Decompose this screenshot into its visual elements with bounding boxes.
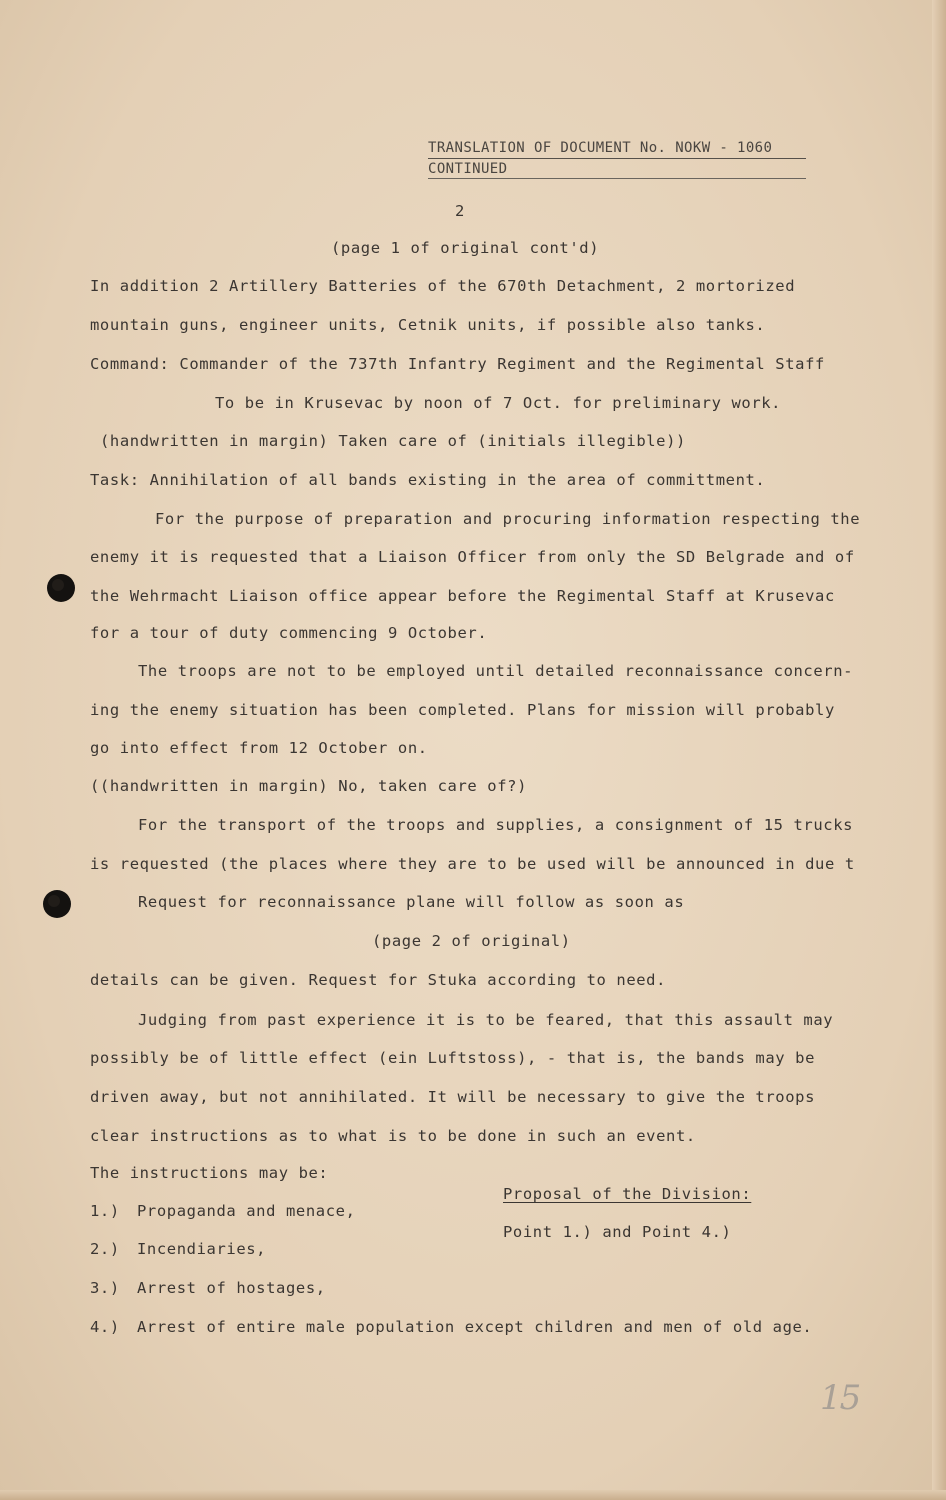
body-line: details can be given. Request for Stuka according to need. xyxy=(90,971,667,989)
header-continued: CONTINUED xyxy=(428,161,508,177)
body-line: clear instructions as to what is to be done in such an event. xyxy=(90,1127,696,1145)
proposal-text: Point 1.) and Point 4.) xyxy=(503,1223,732,1241)
page-number: 2 xyxy=(455,202,465,220)
body-line: For the transport of the troops and supplies, a consignment of 15 trucks xyxy=(138,816,854,834)
body-line: Judging from past experience it is to be feared, that this assault may xyxy=(138,1011,834,1029)
body-line: enemy it is requested that a Liaison Officer from only the SD Belgrade and of xyxy=(90,548,855,566)
list-item-number: 2.) xyxy=(90,1240,120,1258)
body-line: In addition 2 Artillery Batteries of the 670th Detachment, 2 mortorized xyxy=(90,277,796,295)
proposal-title: Proposal of the Division: xyxy=(503,1185,752,1203)
list-item-number: 1.) xyxy=(90,1202,120,1220)
subheading-page1: (page 1 of original cont'd) xyxy=(331,239,600,257)
page-edge-right xyxy=(932,0,946,1500)
punch-hole-lower xyxy=(43,890,71,918)
page-edge-bottom xyxy=(0,1490,946,1500)
header-rule xyxy=(428,178,806,179)
body-line: Task: Annihilation of all bands existing in the area of committment. xyxy=(90,471,766,489)
list-item-text: Incendiaries, xyxy=(137,1240,267,1258)
handwritten-note: ((handwritten in margin) No, taken care of?) xyxy=(90,777,527,795)
body-line: for a tour of duty commencing 9 October. xyxy=(90,624,488,642)
handwritten-note: (handwritten in margin) Taken care of (initials illegible)) xyxy=(100,432,686,450)
pencil-page-mark: 15 xyxy=(820,1378,860,1418)
body-line: For the purpose of preparation and procuring information respecting the xyxy=(155,510,861,528)
header-title: TRANSLATION OF DOCUMENT No. NOKW - 1060 xyxy=(428,140,806,159)
document-header xyxy=(428,140,806,177)
body-line: The troops are not to be employed until detailed reconnaissance concern- xyxy=(138,662,854,680)
header-continued-wrap xyxy=(428,161,806,177)
list-item-number: 4.) xyxy=(90,1318,120,1336)
body-line: possibly be of little effect (ein Luftstoss), - that is, the bands may be xyxy=(90,1049,816,1067)
body-line: driven away, but not annihilated. It will be necessary to give the troops xyxy=(90,1088,816,1106)
body-line: ing the enemy situation has been completed. Plans for mission will probably xyxy=(90,701,835,719)
body-line: is requested (the places where they are to be used will be announced in due t xyxy=(90,855,855,873)
punch-hole-upper xyxy=(47,574,75,602)
body-line: mountain guns, engineer units, Cetnik units, if possible also tanks. xyxy=(90,316,766,334)
list-item-number: 3.) xyxy=(90,1279,120,1297)
body-line: go into effect from 12 October on. xyxy=(90,739,428,757)
list-item-text: Propaganda and menace, xyxy=(137,1202,356,1220)
list-item-text: Arrest of hostages, xyxy=(137,1279,326,1297)
body-line: The instructions may be: xyxy=(90,1164,329,1182)
body-line: Request for reconnaissance plane will follow as soon as xyxy=(138,893,685,911)
body-line: the Wehrmacht Liaison office appear before the Regimental Staff at Krusevac xyxy=(90,587,835,605)
body-line: Command: Commander of the 737th Infantry Regiment and the Regimental Staff xyxy=(90,355,825,373)
list-item-text: Arrest of entire male population except children and men of old age. xyxy=(137,1318,813,1336)
subheading-page2: (page 2 of original) xyxy=(372,932,571,950)
body-line: To be in Krusevac by noon of 7 Oct. for preliminary work. xyxy=(215,394,782,412)
